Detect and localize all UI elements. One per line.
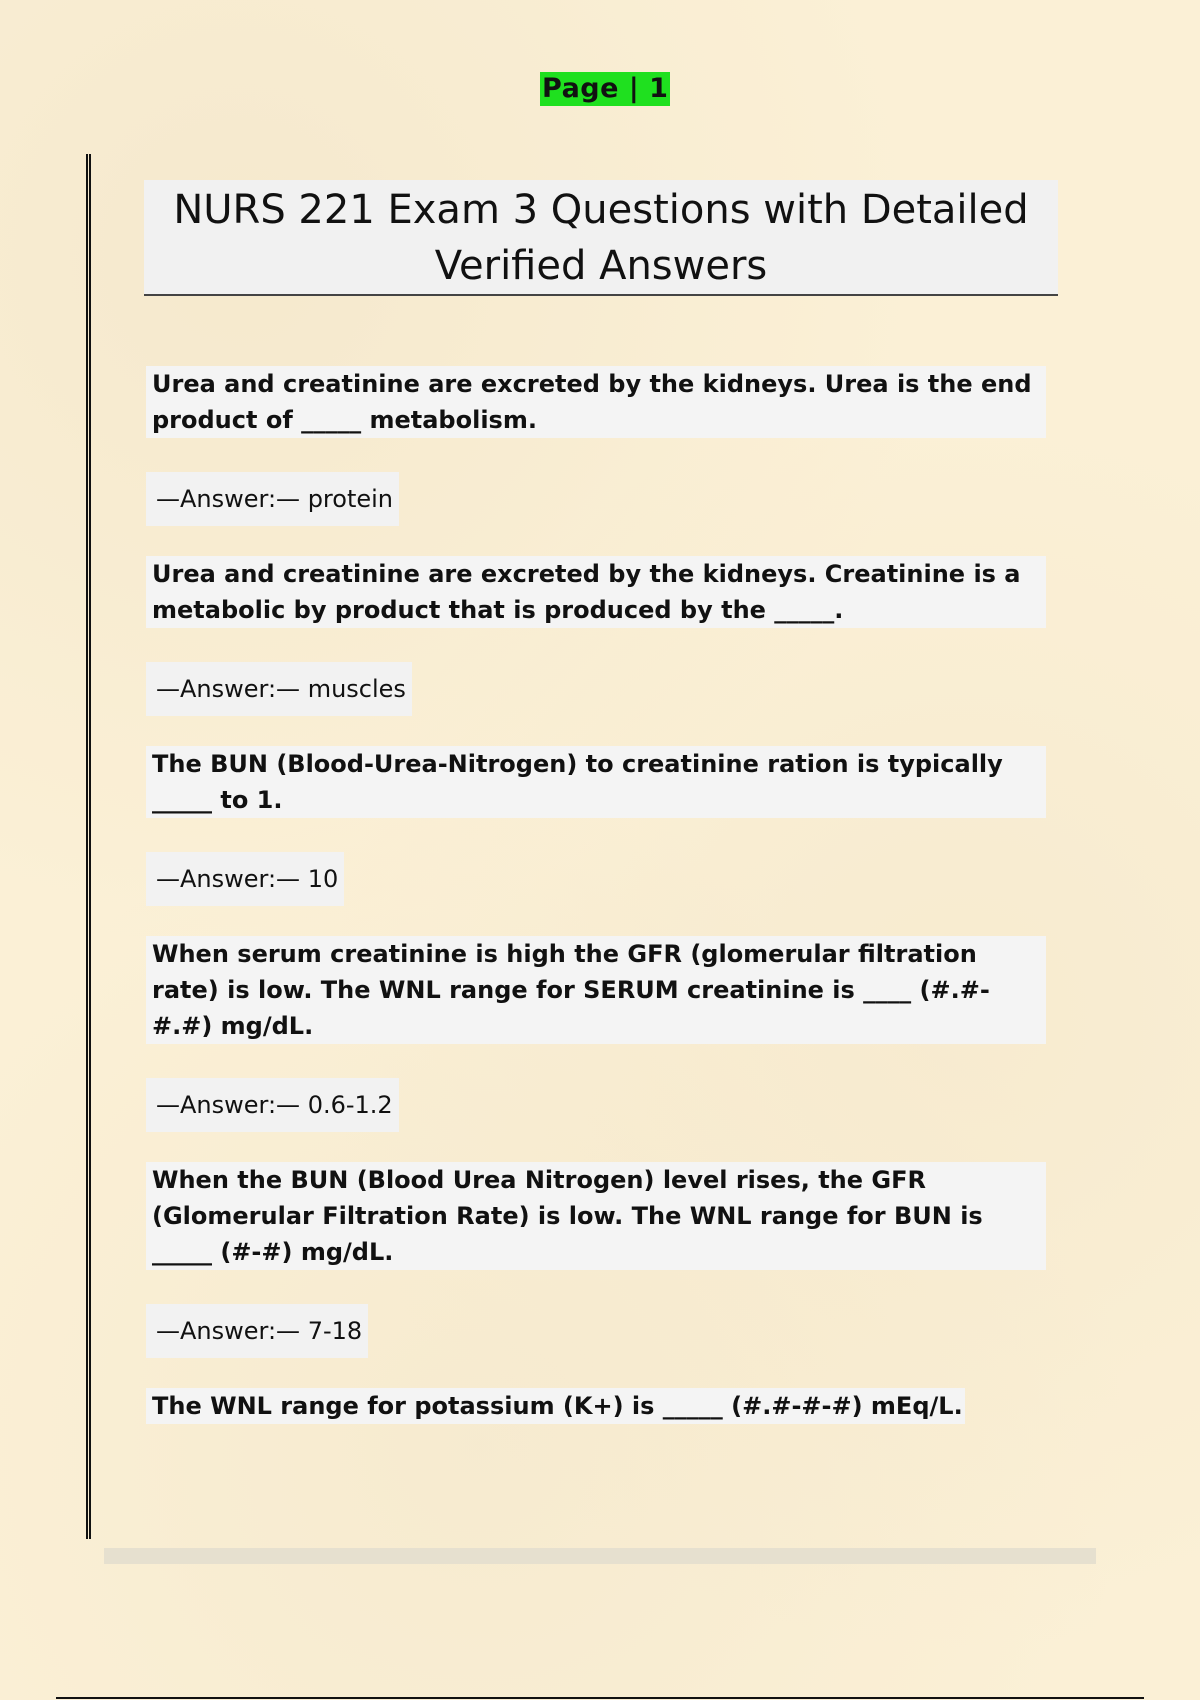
question-text: The BUN (Blood-Urea-Nitrogen) to creatinine ration is typically _____ to 1. <box>146 746 1046 818</box>
qa-item <box>146 1388 1046 1424</box>
qa-list <box>146 366 1046 1424</box>
question-text: When serum creatinine is high the GFR (glomerular filtration rate) is low. The WNL range for SERUM creatinine is ____ (#.#-#.#) mg/dL. <box>146 936 1046 1044</box>
qa-item <box>146 936 1046 1162</box>
bottom-page-line <box>56 1697 1144 1699</box>
qa-item <box>146 746 1046 936</box>
question-text: Urea and creatinine are excreted by the kidneys. Urea is the end product of _____ metabolism. <box>146 366 1046 438</box>
answer-text: —Answer:— 7-18 <box>146 1304 368 1358</box>
answer-text: —Answer:— 0.6-1.2 <box>146 1078 399 1132</box>
answer-text: —Answer:— 10 <box>146 852 344 906</box>
answer-text: —Answer:— muscles <box>146 662 412 716</box>
qa-item <box>146 556 1046 746</box>
question-text: The WNL range for potassium (K+) is _____ (#.#-#-#) mEq/L. <box>146 1388 965 1424</box>
document-title <box>144 180 1058 296</box>
answer-text: —Answer:— protein <box>146 472 399 526</box>
qa-item <box>146 1162 1046 1388</box>
title-line-2: Verified Answers <box>434 243 768 289</box>
qa-item <box>146 366 1046 556</box>
page-number-badge: Page | 1 <box>542 73 669 104</box>
title-line-1: NURS 221 Exam 3 Questions with Detailed <box>173 187 1029 233</box>
left-border-rule <box>86 154 91 1539</box>
question-text: Urea and creatinine are excreted by the kidneys. Creatinine is a metabolic by product that is produced by the _____. <box>146 556 1046 628</box>
question-text: When the BUN (Blood Urea Nitrogen) level rises, the GFR (Glomerular Filtration Rate) is low. The WNL range for BUN is _____ (#-#) mg/dL. <box>146 1162 1046 1270</box>
footer-divider-bar <box>104 1548 1096 1564</box>
